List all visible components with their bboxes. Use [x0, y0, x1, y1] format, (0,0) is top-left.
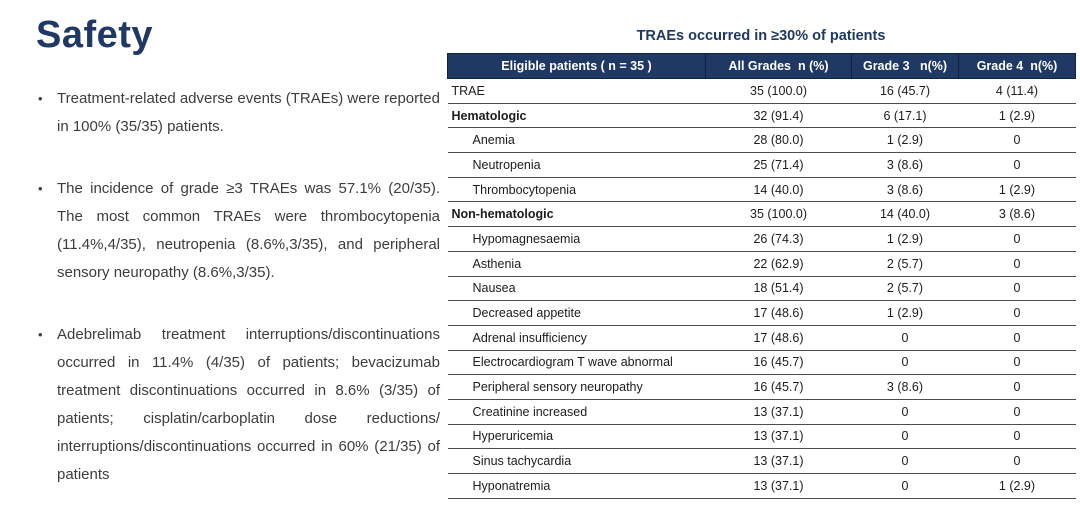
row-grade-3: 3 (8.6) — [852, 177, 959, 202]
row-grade-3: 2 (5.7) — [852, 251, 959, 276]
bullet-icon: • — [38, 91, 43, 106]
row-label: Thrombocytopenia — [448, 177, 706, 202]
table-row — [448, 325, 1076, 350]
row-all-grades: 16 (45.7) — [706, 350, 852, 375]
row-grade-3: 6 (17.1) — [852, 103, 959, 128]
bullet-text: Adebrelimab treatment interruptions/discontinuations occurred in 11.4% (4/35) of patients; bevacizumab treatment discontinuations occurred in 8.6% (3/35) of patients; cisplatin/carboplatin dose reductions/ interruptions/discontinuations occurred in 60% (21/35) of patients — [57, 326, 440, 483]
bullet-icon: • — [38, 181, 43, 196]
row-all-grades: 25 (71.4) — [706, 153, 852, 178]
table-row — [448, 276, 1076, 301]
row-all-grades: 13 (37.1) — [706, 449, 852, 474]
row-all-grades: 35 (100.0) — [706, 202, 852, 227]
row-grade-4: 1 (2.9) — [959, 474, 1076, 499]
row-grade-3: 3 (8.6) — [852, 375, 959, 400]
row-grade-3: 0 — [852, 474, 959, 499]
row-all-grades: 22 (62.9) — [706, 251, 852, 276]
table-row — [448, 474, 1076, 499]
row-grade-4: 3 (8.6) — [959, 202, 1076, 227]
row-all-grades: 35 (100.0) — [706, 79, 852, 104]
table-row — [448, 375, 1076, 400]
column-header-grade-4: Grade 4 n(%) — [959, 54, 1076, 79]
row-grade-4: 0 — [959, 350, 1076, 375]
row-label: Non-hematologic — [448, 202, 706, 227]
row-grade-4: 0 — [959, 399, 1076, 424]
row-grade-4: 0 — [959, 227, 1076, 252]
column-header-grade-3: Grade 3 n(%) — [852, 54, 959, 79]
table-header — [448, 54, 1076, 79]
row-all-grades: 13 (37.1) — [706, 474, 852, 499]
table-row — [448, 350, 1076, 375]
row-label: Electrocardiogram T wave abnormal — [448, 350, 706, 375]
row-grade-4: 0 — [959, 301, 1076, 326]
table-row — [448, 251, 1076, 276]
row-grade-3: 1 (2.9) — [852, 227, 959, 252]
bullet-icon: • — [38, 327, 43, 342]
row-label: Hyponatremia — [448, 474, 706, 499]
row-grade-4: 4 (11.4) — [959, 79, 1076, 104]
row-grade-4: 1 (2.9) — [959, 177, 1076, 202]
row-grade-4: 0 — [959, 276, 1076, 301]
row-all-grades: 18 (51.4) — [706, 276, 852, 301]
row-grade-4: 0 — [959, 375, 1076, 400]
row-label: Peripheral sensory neuropathy — [448, 375, 706, 400]
row-all-grades: 26 (74.3) — [706, 227, 852, 252]
row-all-grades: 13 (37.1) — [706, 399, 852, 424]
row-grade-3: 0 — [852, 449, 959, 474]
row-grade-3: 0 — [852, 424, 959, 449]
bullet-text: The incidence of grade ≥3 TRAEs was 57.1% (20/35). The most common TRAEs were thrombocytopenia (11.4%,4/35), neutropenia (8.6%,3/35), and peripheral sensory neuropathy (8.6%,3/35). — [57, 180, 440, 281]
table-panel — [447, 28, 1075, 499]
table-row — [448, 128, 1076, 153]
bullet-text: Treatment-related adverse events (TRAEs) were reported in 100% (35/35) patients. — [57, 90, 440, 135]
row-grade-3: 16 (45.7) — [852, 79, 959, 104]
row-grade-4: 0 — [959, 153, 1076, 178]
row-all-grades: 32 (91.4) — [706, 103, 852, 128]
table-row — [448, 227, 1076, 252]
row-grade-4: 0 — [959, 325, 1076, 350]
row-all-grades: 28 (80.0) — [706, 128, 852, 153]
row-grade-4: 0 — [959, 424, 1076, 449]
row-grade-3: 0 — [852, 399, 959, 424]
table-row — [448, 79, 1076, 104]
row-all-grades: 17 (48.6) — [706, 325, 852, 350]
row-label: Nausea — [448, 276, 706, 301]
row-grade-4: 1 (2.9) — [959, 103, 1076, 128]
row-grade-3: 1 (2.9) — [852, 128, 959, 153]
row-grade-3: 0 — [852, 350, 959, 375]
row-grade-4: 0 — [959, 449, 1076, 474]
row-all-grades: 17 (48.6) — [706, 301, 852, 326]
table-row — [448, 202, 1076, 227]
table-row — [448, 177, 1076, 202]
row-label: Hypomagnesaemia — [448, 227, 706, 252]
table-row — [448, 301, 1076, 326]
row-label: Creatinine increased — [448, 399, 706, 424]
row-label: Hyperuricemia — [448, 424, 706, 449]
row-grade-3: 3 (8.6) — [852, 153, 959, 178]
bullet-list — [36, 85, 440, 489]
row-all-grades: 13 (37.1) — [706, 424, 852, 449]
traes-table — [447, 53, 1076, 499]
bullet-item-1 — [36, 85, 440, 141]
column-header-all-grades: All Grades n (%) — [706, 54, 852, 79]
row-label: Sinus tachycardia — [448, 449, 706, 474]
table-title: TRAEs occurred in ≥30% of patients — [636, 28, 886, 44]
row-grade-4: 0 — [959, 251, 1076, 276]
row-grade-4: 0 — [959, 128, 1076, 153]
row-grade-3: 2 (5.7) — [852, 276, 959, 301]
table-row — [448, 103, 1076, 128]
table-body — [448, 79, 1076, 499]
bullet-item-3 — [36, 321, 440, 489]
row-label: Hematologic — [448, 103, 706, 128]
table-row — [448, 449, 1076, 474]
table-row — [448, 399, 1076, 424]
column-header-eligible-patients: Eligible patients ( n = 35 ) — [448, 54, 706, 79]
bullet-item-2 — [36, 175, 440, 287]
table-row — [448, 424, 1076, 449]
row-label: Asthenia — [448, 251, 706, 276]
row-grade-3: 1 (2.9) — [852, 301, 959, 326]
row-label: Anemia — [448, 128, 706, 153]
row-label: TRAE — [448, 79, 706, 104]
row-all-grades: 16 (45.7) — [706, 375, 852, 400]
row-grade-3: 0 — [852, 325, 959, 350]
left-panel — [36, 14, 440, 523]
row-all-grades: 14 (40.0) — [706, 177, 852, 202]
row-label: Adrenal insufficiency — [448, 325, 706, 350]
row-label: Neutropenia — [448, 153, 706, 178]
page-title: Safety — [36, 14, 154, 56]
table-row — [448, 153, 1076, 178]
row-grade-3: 14 (40.0) — [852, 202, 959, 227]
row-label: Decreased appetite — [448, 301, 706, 326]
